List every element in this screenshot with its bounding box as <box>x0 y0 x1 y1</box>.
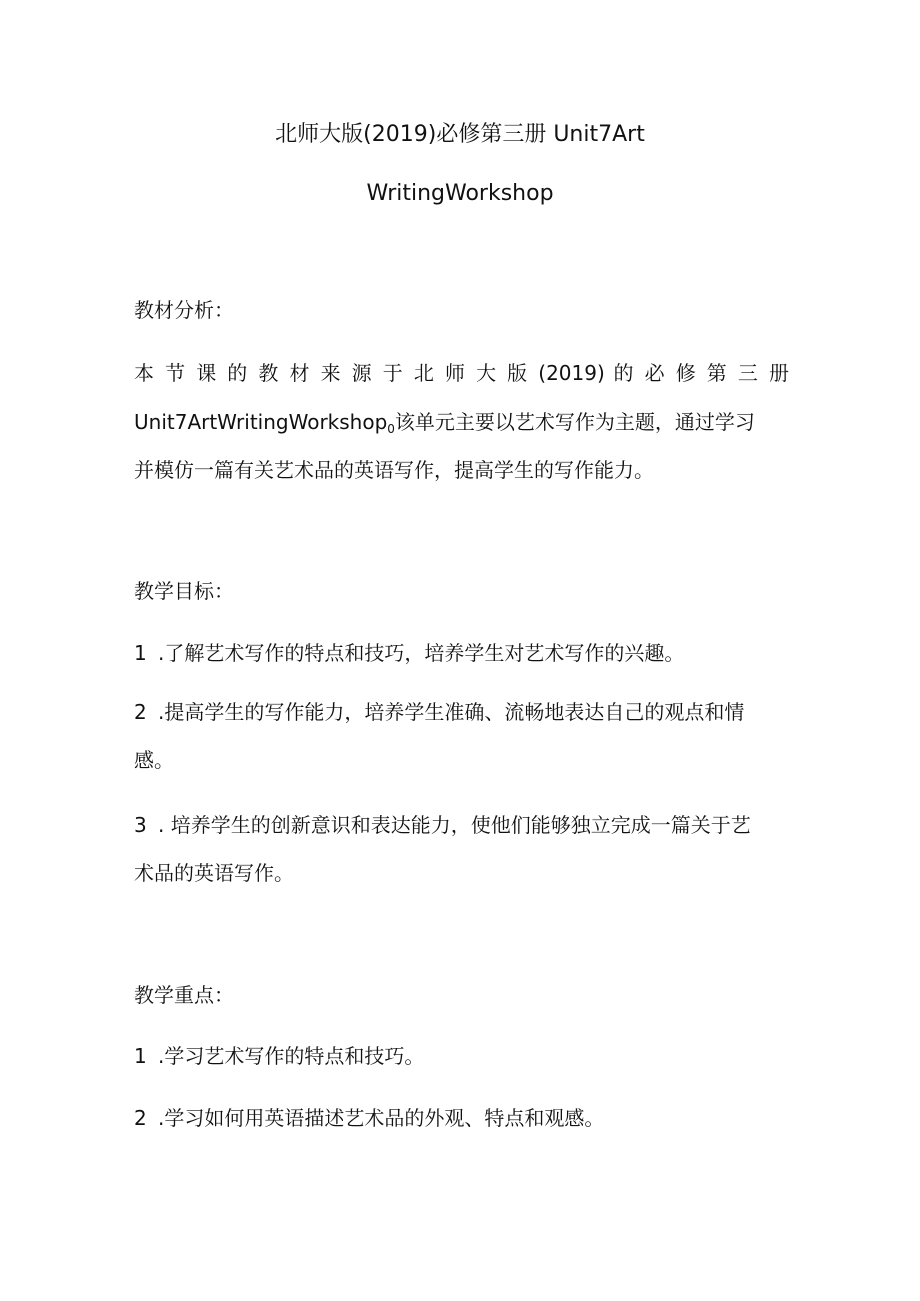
objective-number: 1 <box>134 641 147 665</box>
analysis-unit-subscript: 0 <box>387 422 395 436</box>
objective-text: .了解艺术写作的特点和技巧，培养学生对艺术写作的兴趣。 <box>158 641 685 665</box>
keypoints-heading: 教学重点： <box>134 983 234 1007</box>
keypoint-number: 2 <box>134 1106 147 1130</box>
analysis-heading: 教材分析： <box>134 298 234 322</box>
keypoint-number: 1 <box>134 1044 147 1068</box>
keypoint-item-2 <box>134 1103 789 1133</box>
keypoint-text: .学习如何用英语描述艺术品的外观、特点和观感。 <box>158 1106 605 1130</box>
objectives-heading: 教学目标： <box>134 579 234 603</box>
analysis-line-3: 并模仿一篇有关艺术品的英语写作，提高学生的写作能力。 <box>134 458 654 482</box>
objective-item-2 <box>134 697 789 727</box>
objective-text: .提高学生的写作能力，培养学生准确、流畅地表达自己的观点和情 <box>158 700 745 724</box>
analysis-line-1-text: 本 节 课 的 教 材 来 源 于 北 师 大 版 (2019) 的 必 修 第 三 册 <box>134 361 789 385</box>
analysis-line-1 <box>134 358 789 388</box>
keypoint-text: .学习艺术写作的特点和技巧。 <box>158 1044 425 1068</box>
analysis-line-2-rest: 该单元主要以艺术写作为主题，通过学习 <box>394 410 755 434</box>
objective-text: . 培养学生的创新意识和表达能力，使他们能够独立完成一篇关于艺 <box>158 813 751 837</box>
objective-item-3 <box>134 810 789 840</box>
analysis-line-2 <box>134 407 789 444</box>
document-title-line-1: 北师大版(2019)必修第三册 Unit7Art <box>275 122 645 147</box>
objective-item-1 <box>134 638 789 668</box>
keypoint-item-1 <box>134 1041 789 1071</box>
analysis-unit-name: Unit7ArtWritingWorkshop <box>134 410 388 434</box>
objective-number: 3 <box>134 813 147 837</box>
objective-number: 2 <box>134 700 147 724</box>
objective-item-3-continuation: 术品的英语写作。 <box>134 861 294 885</box>
document-title-line-2: WritingWorkshop <box>366 181 554 206</box>
objective-item-2-continuation: 感。 <box>134 748 174 772</box>
